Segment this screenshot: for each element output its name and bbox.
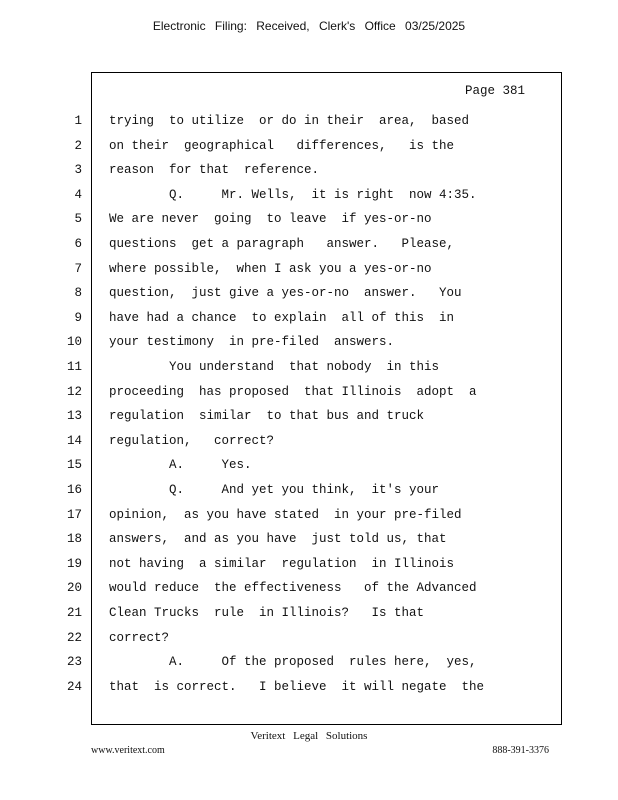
transcript-line-text: correct? [109,631,170,645]
transcript-line-text: questions get a paragraph answer. Please, [109,237,455,251]
transcript-line-text: regulation similar to that bus and truck [109,409,425,423]
filing-stamp-header: Electronic Filing: Received, Clerk's Office 03/25/2025 [152,19,466,33]
transcript-line-text: A. Yes. [109,458,252,472]
line-number: 20 [66,581,82,595]
line-number: 13 [66,409,82,423]
line-number: 3 [74,163,82,177]
transcript-line-text: reason for that reference. [109,163,320,177]
line-number: 11 [66,360,82,374]
line-number: 6 [74,237,82,251]
line-number: 14 [66,434,82,448]
line-number: 1 [74,114,82,128]
line-number: 17 [66,508,82,522]
line-number: 21 [66,606,82,620]
line-number: 18 [66,532,82,546]
line-number: 22 [66,631,82,645]
line-number: 9 [74,311,82,325]
line-number: 8 [74,286,82,300]
line-number: 4 [74,188,82,202]
transcript-line-text: answers, and as you have just told us, that [109,532,447,546]
transcript-line-text: question, just give a yes-or-no answer. You [109,286,462,300]
line-number: 10 [66,335,82,349]
transcript-line-text: Clean Trucks rule in Illinois? Is that [109,606,425,620]
transcript-line-text: We are never going to leave if yes-or-no [109,212,432,226]
footer-company: Veritext Legal Solutions [250,730,368,742]
line-number: 2 [74,139,82,153]
transcript-line-text: your testimony in pre-filed answers. [109,335,395,349]
transcript-line-text: opinion, as you have stated in your pre-filed [109,508,462,522]
transcript-line-text: on their geographical differences, is the [109,139,455,153]
line-number: 23 [66,655,82,669]
line-number: 24 [66,680,82,694]
transcript-line-text: proceeding has proposed that Illinois adopt a [109,385,477,399]
line-number: 16 [66,483,82,497]
line-number: 15 [66,458,82,472]
transcript-line-text: Q. Mr. Wells, it is right now 4:35. [109,188,477,202]
transcript-line-text: not having a similar regulation in Illinois [109,557,455,571]
line-number: 7 [74,262,82,276]
footer-website: www.veritext.com [91,745,165,756]
transcript-line-text: Q. And yet you think, it's your [109,483,440,497]
transcript-line-text: regulation, correct? [109,434,275,448]
page-number: Page 381 [464,84,525,98]
transcript-line-text: trying to utilize or do in their area, based [109,114,470,128]
transcript-line-text: have had a chance to explain all of this in [109,311,455,325]
line-number: 12 [66,385,82,399]
transcript-line-text: You understand that nobody in this [109,360,440,374]
line-number: 19 [66,557,82,571]
transcript-line-text: A. Of the proposed rules here, yes, [109,655,477,669]
line-number: 5 [74,212,82,226]
footer-phone: 888-391-3376 [492,745,549,756]
transcript-line-text: would reduce the effectiveness of the Advanced [109,581,477,595]
transcript-line-text: that is correct. I believe it will negate the [109,680,485,694]
transcript-line-text: where possible, when I ask you a yes-or-no [109,262,432,276]
